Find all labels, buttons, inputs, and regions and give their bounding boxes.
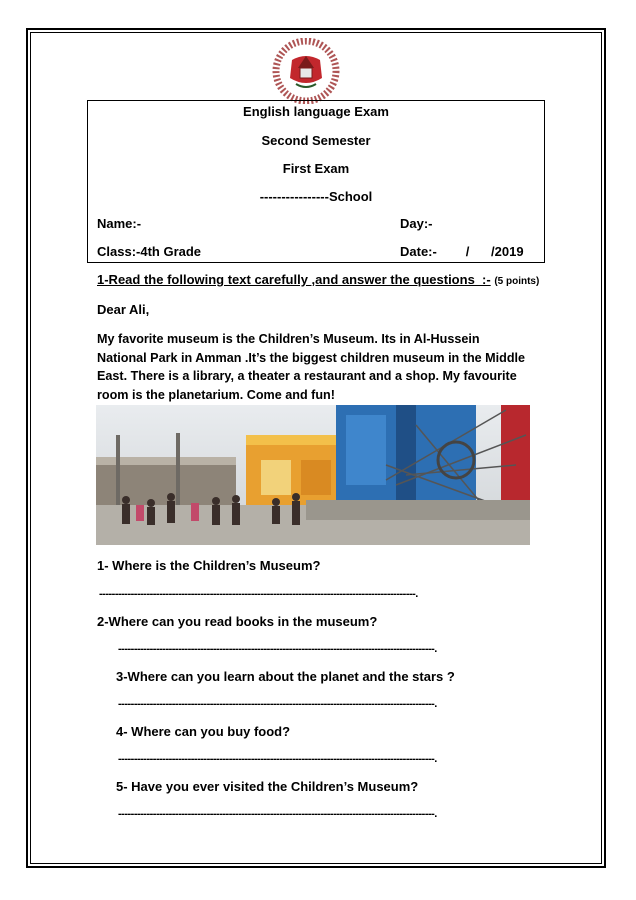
museum-photo bbox=[96, 405, 530, 545]
letter-line: room is the planetarium. Come and fun! bbox=[97, 388, 335, 403]
exam-number-label: First Exam bbox=[282, 161, 350, 176]
answer-line-1[interactable]: ----------------------------------------------------------------------------------------------------. bbox=[99, 588, 418, 600]
letter-line: My favorite museum is the Children’s Museum. Its in Al-Hussein bbox=[97, 332, 480, 346]
answer-line-4[interactable]: ----------------------------------------------------------------------------------------------------. bbox=[118, 753, 437, 765]
points-label: (5 points) bbox=[494, 276, 540, 287]
name-field-label: Name:- bbox=[97, 216, 142, 231]
question-1: 1- Where is the Children’s Museum? bbox=[97, 558, 321, 573]
day-field-label: Day:- bbox=[400, 216, 433, 231]
exam-title: English language Exam bbox=[243, 104, 389, 119]
class-field-label: Class:-4th Grade bbox=[97, 244, 202, 259]
question-5: 5- Have you ever visited the Children’s Museum? bbox=[116, 779, 419, 794]
section-instruction bbox=[97, 272, 539, 287]
exam-header-box bbox=[87, 100, 545, 263]
answer-line-2[interactable]: ----------------------------------------------------------------------------------------------------. bbox=[118, 643, 437, 655]
ministry-emblem-logo bbox=[266, 38, 346, 104]
semester-label: Second Semester bbox=[261, 133, 371, 148]
letter-line: East. There is a library, a theater a restaurant and a shop. My favourite bbox=[97, 369, 517, 384]
question-3: 3-Where can you learn about the planet and the stars ? bbox=[116, 669, 455, 684]
school-label: ----------------School bbox=[259, 189, 373, 204]
answer-line-5[interactable]: ----------------------------------------------------------------------------------------------------. bbox=[118, 808, 437, 820]
instruction-text: 1-Read the following text carefully ,and answer the questions :- bbox=[97, 272, 491, 287]
letter-paragraph bbox=[97, 330, 542, 405]
date-field-label: Date:- / /2019 bbox=[400, 244, 524, 259]
question-4: 4- Where can you buy food? bbox=[116, 724, 291, 739]
letter-greeting: Dear Ali, bbox=[97, 302, 150, 317]
answer-line-3[interactable]: ----------------------------------------------------------------------------------------------------. bbox=[118, 698, 437, 710]
letter-line: National Park in Amman .It’s the biggest children museum in the Middle bbox=[97, 350, 526, 365]
question-2: 2-Where can you read books in the museum? bbox=[97, 614, 378, 629]
